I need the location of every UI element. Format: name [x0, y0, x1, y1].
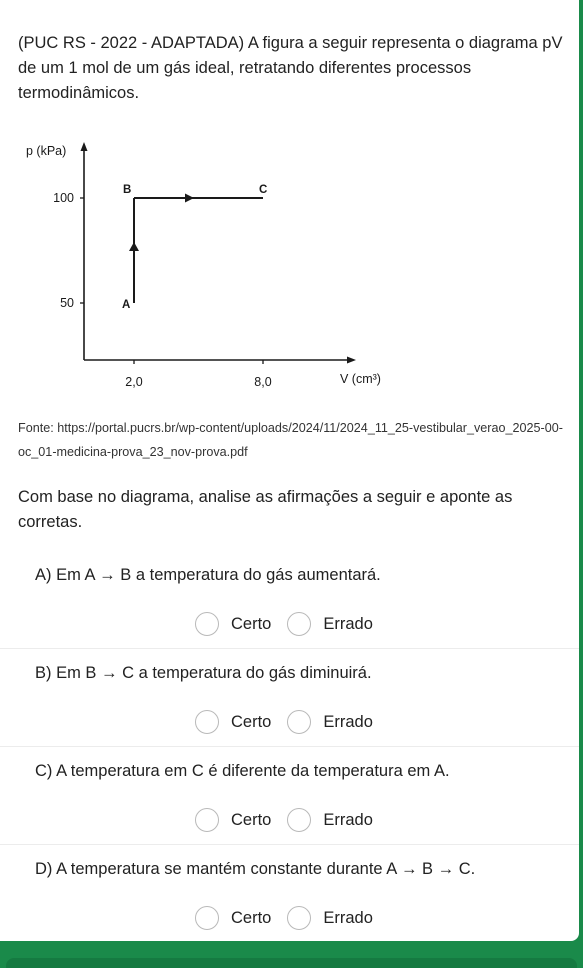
- arrow-b-c: [185, 194, 194, 203]
- radio-circle-icon[interactable]: [195, 612, 219, 636]
- radio-circle-icon[interactable]: [287, 808, 311, 832]
- pv-diagram: [18, 132, 398, 392]
- divider: [0, 844, 579, 845]
- statement-c: C) A temperatura em C é diferente da temperatura em A.: [35, 762, 450, 780]
- options-c: [195, 808, 389, 832]
- y-tick-label-100: 100: [53, 191, 74, 205]
- option-b-certo[interactable]: [195, 710, 271, 734]
- y-axis-arrow: [81, 142, 88, 151]
- radio-circle-icon[interactable]: [287, 710, 311, 734]
- x-tick-label-8: 8,0: [254, 375, 272, 389]
- divider: [0, 648, 579, 649]
- statement-a: A) Em A → B a temperatura do gás aumentará.: [35, 566, 381, 584]
- option-label: Errado: [323, 908, 373, 927]
- radio-circle-icon[interactable]: [287, 612, 311, 636]
- options-a: [195, 612, 389, 636]
- x-tick-label-2: 2,0: [125, 375, 143, 389]
- radio-circle-icon[interactable]: [195, 710, 219, 734]
- option-label: Certo: [231, 614, 272, 633]
- options-b: [195, 710, 389, 734]
- x-axis-arrow: [347, 357, 356, 364]
- point-label-b: B: [123, 184, 132, 196]
- option-label: Certo: [231, 712, 272, 731]
- divider: [0, 746, 579, 747]
- question-intro: (PUC RS - 2022 - ADAPTADA) A figura a seguir representa o diagrama pV de um 1 mol de um gás ideal, retratando diferentes processos termodinâmicos.: [18, 34, 563, 102]
- option-label: Errado: [323, 712, 373, 731]
- option-label: Certo: [231, 908, 272, 927]
- options-d: [195, 906, 389, 930]
- radio-circle-icon[interactable]: [195, 808, 219, 832]
- radio-circle-icon[interactable]: [287, 906, 311, 930]
- question-lead: Com base no diagrama, analise as afirmações a seguir e aponte as corretas.: [18, 488, 513, 531]
- option-d-certo[interactable]: [195, 906, 271, 930]
- option-a-errado[interactable]: [287, 612, 373, 636]
- option-c-errado[interactable]: [287, 808, 373, 832]
- statement-d: D) A temperatura se mantém constante durante A → B → C.: [35, 860, 476, 878]
- point-label-c: C: [259, 184, 268, 196]
- next-card-edge: [6, 958, 577, 968]
- option-label: Errado: [323, 614, 373, 633]
- option-c-certo[interactable]: [195, 808, 271, 832]
- radio-circle-icon[interactable]: [195, 906, 219, 930]
- option-a-certo[interactable]: [195, 612, 271, 636]
- statement-b: B) Em B → C a temperatura do gás diminuirá.: [35, 664, 372, 682]
- y-axis-label: p (kPa): [26, 144, 67, 158]
- source-note: Fonte: https://portal.pucrs.br/wp-content/uploads/2024/11/2024_11_25-vestibular_verao_2025-00-oc_01-medicina-prova_23_nov-prova.pdf: [18, 421, 563, 459]
- arrow-a-b: [129, 242, 139, 251]
- option-d-errado[interactable]: [287, 906, 373, 930]
- option-b-errado[interactable]: [287, 710, 373, 734]
- x-axis-label: V (cm³): [340, 372, 381, 386]
- y-tick-label-50: 50: [60, 296, 74, 310]
- point-label-a: A: [122, 299, 131, 311]
- option-label: Certo: [231, 810, 272, 829]
- option-label: Errado: [323, 810, 373, 829]
